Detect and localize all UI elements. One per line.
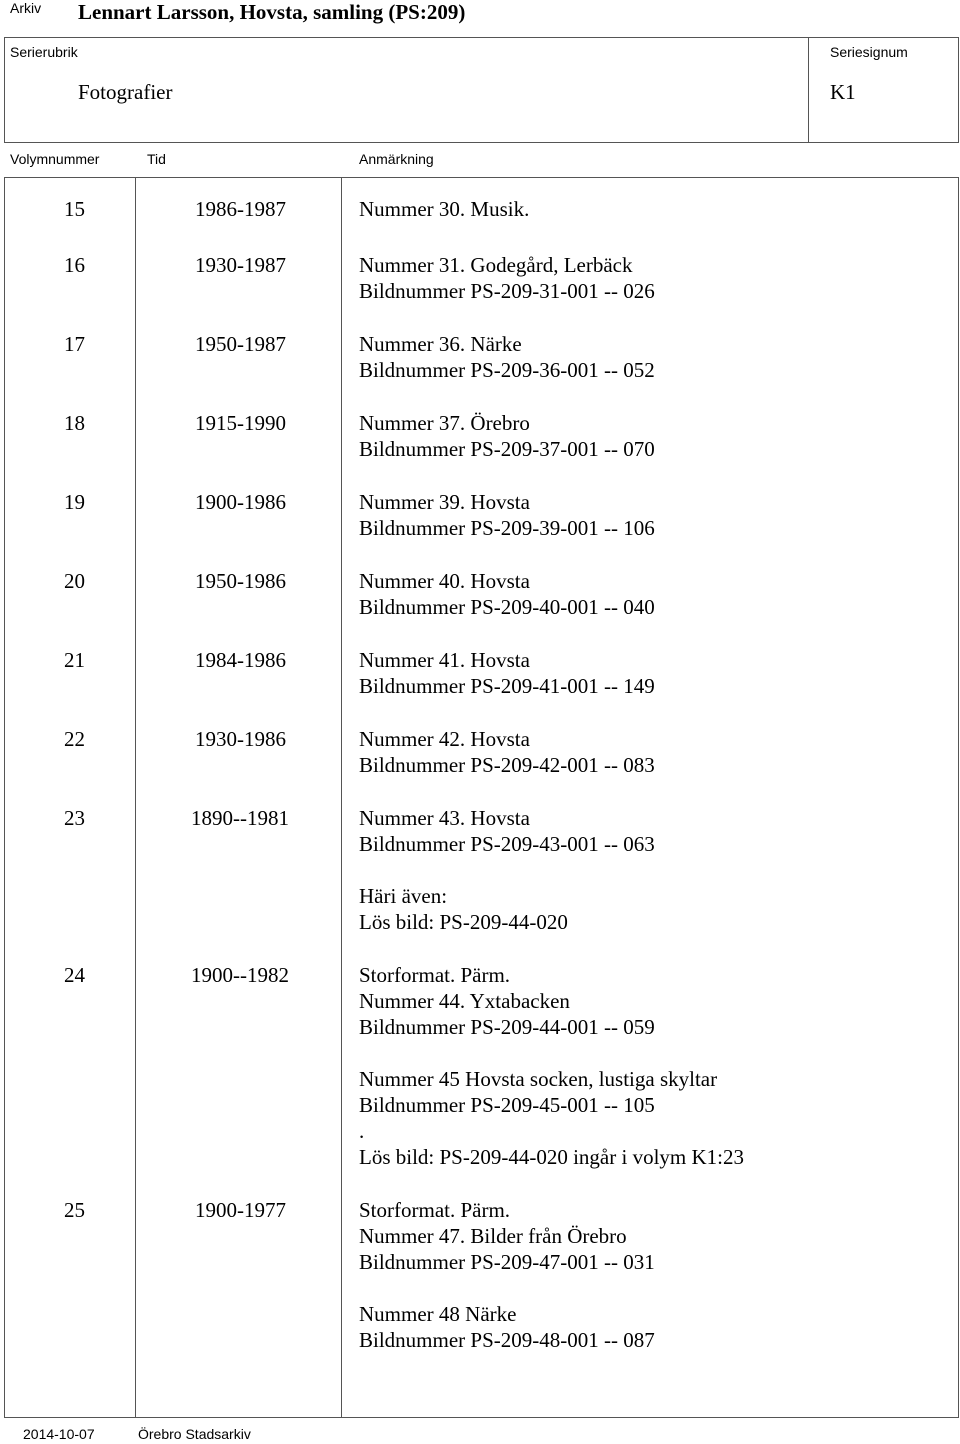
note-line: Nummer 37. Örebro <box>359 411 530 435</box>
volume-number: 18 <box>64 411 85 435</box>
note-line: Nummer 44. Yxtabacken <box>359 989 570 1013</box>
time-range: 1915-1990 <box>195 411 286 435</box>
note-line: Nummer 42. Hovsta <box>359 727 530 751</box>
series-heading-value: Fotografier <box>78 80 173 104</box>
page-title: Lennart Larsson, Hovsta, samling (PS:209) <box>78 0 466 24</box>
note-line: Nummer 41. Hovsta <box>359 648 530 672</box>
table-left-border <box>4 177 5 1417</box>
note-line: Bildnummer PS-209-41-001 -- 149 <box>359 674 655 698</box>
note-line: Bildnummer PS-209-47-001 -- 031 <box>359 1250 655 1274</box>
time-range: 1986-1987 <box>195 197 286 221</box>
header-bottom-border <box>4 142 959 143</box>
time-range: 1890--1981 <box>191 806 289 830</box>
volume-number: 24 <box>64 963 85 987</box>
volume-number: 15 <box>64 197 85 221</box>
time-range: 1950-1987 <box>195 332 286 356</box>
note-line: Bildnummer PS-209-45-001 -- 105 <box>359 1093 655 1117</box>
note-line: Nummer 39. Hovsta <box>359 490 530 514</box>
column-header-time: Tid <box>147 151 166 167</box>
column-header-note: Anmärkning <box>359 151 434 167</box>
note-line: Nummer 43. Hovsta <box>359 806 530 830</box>
note-line: Nummer 47. Bilder från Örebro <box>359 1224 627 1248</box>
series-signum-value: K1 <box>830 80 856 104</box>
time-range: 1900-1977 <box>195 1198 286 1222</box>
note-line: Bildnummer PS-209-36-001 -- 052 <box>359 358 655 382</box>
time-range: 1950-1986 <box>195 569 286 593</box>
table-divider-time-note <box>341 177 342 1417</box>
volume-number: 17 <box>64 332 85 356</box>
note-line: Lös bild: PS-209-44-020 <box>359 910 568 934</box>
note-line: Bildnummer PS-209-37-001 -- 070 <box>359 437 655 461</box>
table-right-border <box>958 177 959 1417</box>
header-right-border <box>958 37 959 142</box>
note-line: Häri även: <box>359 884 448 908</box>
footer-date: 2014-10-07 <box>23 1426 95 1442</box>
note-line: Storformat. Pärm. <box>359 963 511 987</box>
volume-number: 16 <box>64 253 85 277</box>
series-heading-label: Serierubrik <box>10 44 78 60</box>
note-line: Nummer 31. Godegård, Lerbäck <box>359 253 633 277</box>
header-divider <box>808 37 809 142</box>
note-line: Nummer 36. Närke <box>359 332 522 356</box>
note-line: Nummer 30. Musik. <box>359 197 530 221</box>
table-bottom-border <box>4 1417 959 1418</box>
time-range: 1930-1986 <box>195 727 286 751</box>
volume-number: 25 <box>64 1198 85 1222</box>
time-range: 1984-1986 <box>195 648 286 672</box>
volume-number: 21 <box>64 648 85 672</box>
note-line: Storformat. Pärm. <box>359 1198 511 1222</box>
time-range: 1900-1986 <box>195 490 286 514</box>
time-range: 1900--1982 <box>191 963 289 987</box>
volume-number: 20 <box>64 569 85 593</box>
table-divider-volume-time <box>135 177 136 1417</box>
note-line: Bildnummer PS-209-42-001 -- 083 <box>359 753 655 777</box>
volume-number: 23 <box>64 806 85 830</box>
archive-label: Arkiv <box>10 0 42 16</box>
note-line: Bildnummer PS-209-48-001 -- 087 <box>359 1328 655 1352</box>
note-line: Lös bild: PS-209-44-020 ingår i volym K1:23 <box>359 1145 744 1169</box>
volume-number: 19 <box>64 490 85 514</box>
note-line: Nummer 40. Hovsta <box>359 569 530 593</box>
time-range: 1930-1987 <box>195 253 286 277</box>
note-line: Bildnummer PS-209-43-001 -- 063 <box>359 832 655 856</box>
column-header-volume: Volymnummer <box>10 151 100 167</box>
columns-header-bottom-border <box>4 177 959 178</box>
note-line: Bildnummer PS-209-40-001 -- 040 <box>359 595 655 619</box>
series-signum-label: Seriesignum <box>830 44 908 60</box>
note-line: Bildnummer PS-209-31-001 -- 026 <box>359 279 655 303</box>
note-line: Bildnummer PS-209-44-001 -- 059 <box>359 1015 655 1039</box>
header-top-border <box>4 37 959 38</box>
note-line: Bildnummer PS-209-39-001 -- 106 <box>359 516 655 540</box>
note-line: Nummer 45 Hovsta socken, lustiga skyltar <box>359 1067 718 1091</box>
volume-number: 22 <box>64 727 85 751</box>
note-line: . <box>359 1119 365 1143</box>
footer-archive: Örebro Stadsarkiv <box>138 1426 251 1442</box>
header-left-border <box>4 37 5 142</box>
note-line: Nummer 48 Närke <box>359 1302 517 1326</box>
